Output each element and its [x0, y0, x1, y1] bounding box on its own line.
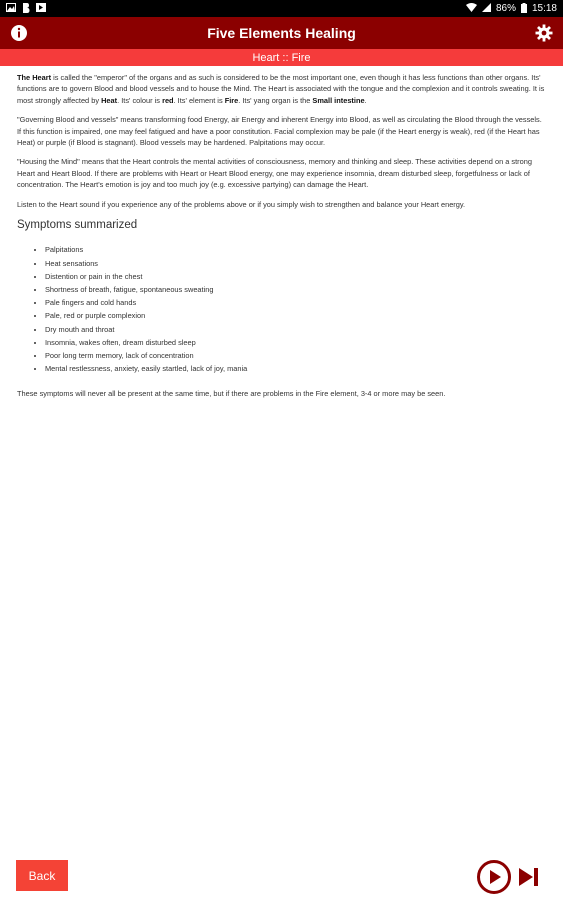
term-heat: Heat — [101, 95, 118, 105]
wifi-icon — [466, 3, 477, 14]
skip-next-icon[interactable] — [518, 867, 540, 887]
list-item: • Pale, red or purple complexion — [45, 309, 547, 322]
text-span: . Its' colour is — [117, 95, 163, 105]
play-icon[interactable] — [477, 860, 511, 894]
text-span: . Its' yang organ is the — [238, 95, 313, 105]
status-bar — [0, 0, 563, 17]
section-title: Heart :: Fire — [252, 51, 311, 64]
term-fire: Fire — [224, 95, 239, 105]
image-icon — [6, 3, 16, 14]
list-item: • Dry mouth and throat — [45, 323, 547, 336]
symptoms-footnote: These symptoms will never all be present at the same time, but if there are problems in the Fire element, 3-4 or more may be seen. — [17, 388, 446, 398]
status-bar-left — [6, 3, 46, 15]
list-item: • Distention or pain in the chest — [45, 270, 547, 283]
app-bar — [0, 17, 563, 49]
text-span: . Its' element is — [173, 95, 225, 105]
info-icon[interactable] — [10, 24, 28, 42]
paragraph-listen: Listen to the Heart sound if you experience any of the problems above or if you simply wish to strengthen and balance your Heart energy. — [17, 199, 466, 209]
symptoms-heading: Symptoms summarized — [17, 219, 138, 232]
list-item: • Mental restlessness, anxiety, easily startled, lack of joy, mania — [45, 362, 547, 375]
list-item: • Shortness of breath, fatigue, spontaneous sweating — [45, 283, 547, 296]
section-bar — [0, 49, 563, 66]
gear-icon[interactable] — [535, 24, 553, 42]
media-icon — [36, 3, 46, 14]
list-item: • Pale fingers and cold hands — [45, 296, 547, 309]
app-title: Five Elements Healing — [207, 25, 356, 41]
list-item: • Palpitations — [45, 243, 547, 256]
list-item: • Poor long term memory, lack of concentration — [45, 349, 547, 362]
text-span: is called the "emperor" of the organs and as such is considered to be the most important one, even though it has less functions than other organs. Its' functions are to govern Blood and blood vessels and to house the Mind. The Heart is associated with the tongue and the complexion and it controls sweating. It is most strongly affected by — [17, 73, 545, 105]
paragraph-heart-intro — [17, 72, 547, 106]
signal-icon — [482, 3, 491, 14]
list-item: • Heat sensations — [45, 257, 547, 270]
term-small-intestine: Small intestine — [312, 95, 365, 105]
symptoms-list — [45, 243, 547, 375]
term-heart: The Heart — [17, 73, 52, 82]
b-icon — [22, 3, 30, 15]
battery-icon — [521, 3, 527, 15]
text-span: . — [364, 95, 367, 105]
paragraph-governing-blood: "Governing Blood and vessels" means transforming food Energy, air Energy and inherent Energy into Blood, as well as circulating the Blood through the vessels. If this function is impaired, one may feel fatigued and have a poor constitution. Facial complexion may be pale (if the Heart energy is weak), red (if the Heart has Heat) or purple (if Blood is stagnant). Blood vessels may be hardened. Palpitations may occur. — [17, 115, 542, 148]
paragraph-housing-mind: "Housing the Mind" means that the Heart controls the mental activities of consciousness, memory and thinking and sleep. These activities depend on a strong Heart and Heart Blood. If there are problems with Heart or Heart Blood energy, one may experience insomnia, dream disturbed sleep, forgetfulness or lack of concentration. The Heart's emotion is joy and too much joy (e.g. excessive partying) can damage the Heart. — [17, 157, 532, 190]
battery-percent: 86% — [495, 3, 516, 14]
status-bar-right — [466, 3, 557, 15]
article-content — [17, 72, 547, 407]
list-item: • Insomnia, wakes often, dream disturbed sleep — [45, 336, 547, 349]
term-red: red — [162, 95, 174, 105]
back-button[interactable]: Back — [16, 860, 68, 891]
clock: 15:18 — [531, 3, 557, 14]
